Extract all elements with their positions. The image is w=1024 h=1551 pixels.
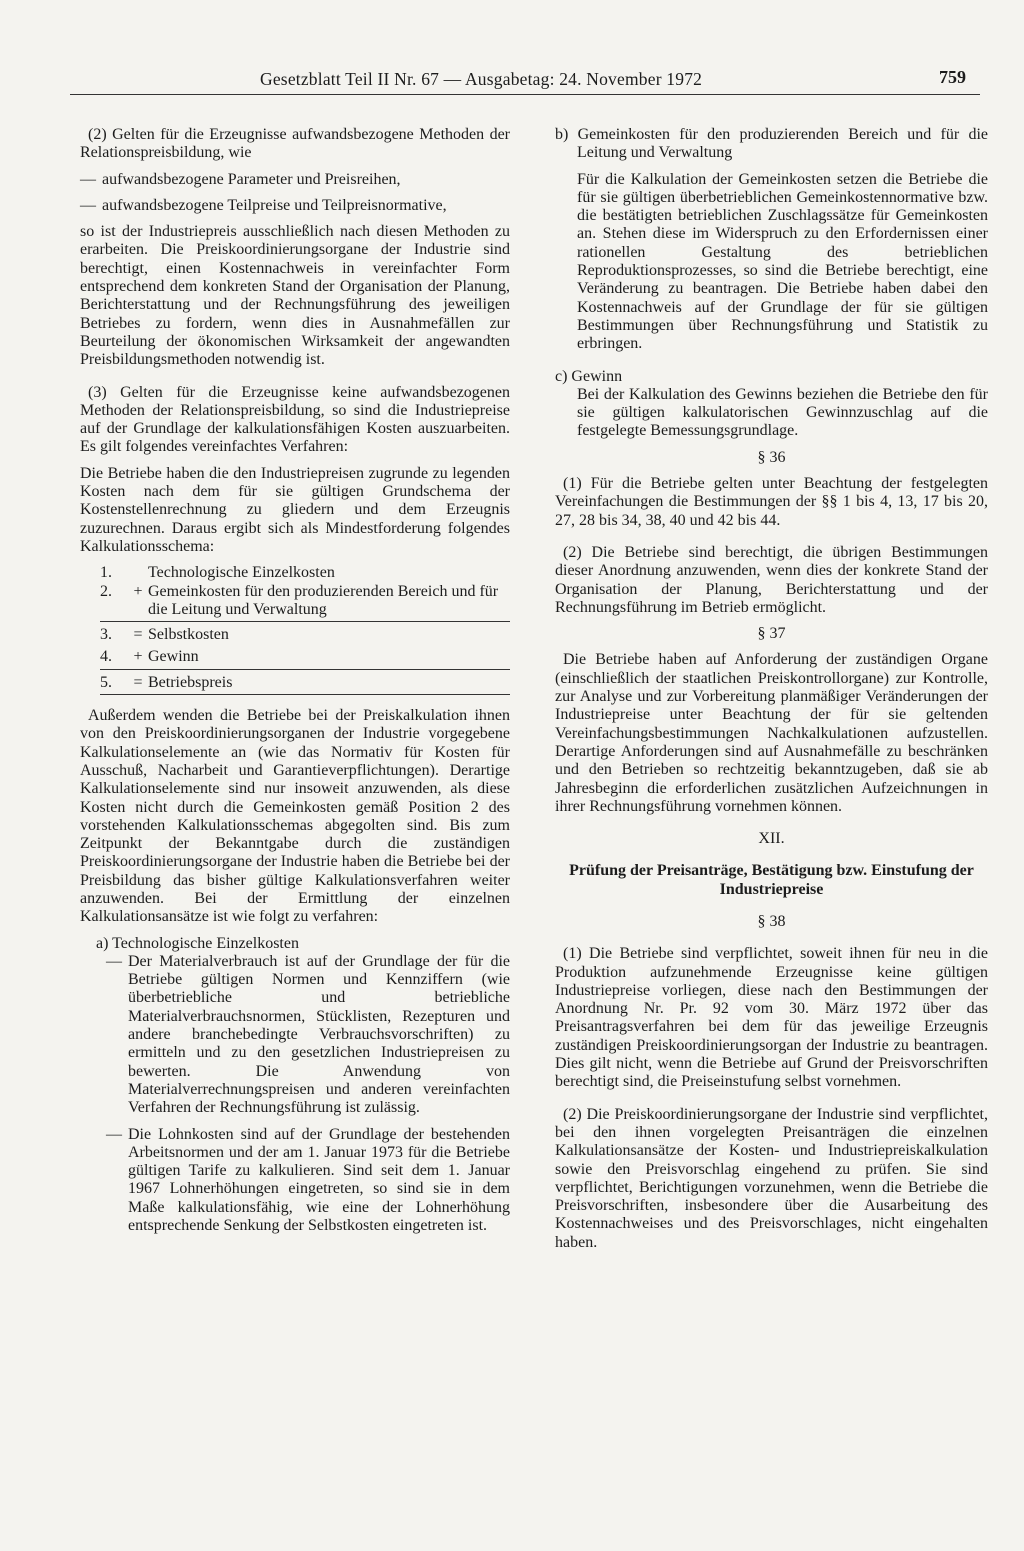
paragraph-2-intro: (2) Gelten für die Erzeugnisse aufwandsbezogene Methoden der Relationspreisbildung, wie [80,126,510,162]
header-title: Gesetzblatt Teil II Nr. 67 — Ausgabetag: 24. November 1972 [260,69,703,89]
list-item: — aufwandsbezogene Parameter und Preisreihen, [80,170,401,188]
chapter-numeral: XII. [758,830,785,848]
paragraph-3-schema-intro: Die Betriebe haben die den Industriepreisen zugrunde zu legenden Kosten nach dem für sie gültigen Grundschema der Kostenstellenrechnung zu gliedern und dem Erzeugnis zuzurechnen. Daraus ergibt sich als Mindestforderung folgendes Kalkulationsschema: [80,464,510,555]
section-heading-37: § 37 [757,625,786,643]
dash-marker: — [106,1125,122,1143]
list-item: — aufwandsbezogene Teilpreise und Teilpreisnormative, [80,196,447,214]
right-column [555,126,988,1252]
paragraph-3: (3) Gelten für die Erzeugnisse keine aufwandsbezogenen Methoden der Relationspreisbildung, so sind die Industriepreise auf der Grundlage der kalkulationsfähigen Kosten auszuarbeiten. Es gilt folgendes vereinfachtes Verfahren: [80,383,510,456]
section-heading-36: § 36 [757,448,786,466]
schema-row: 2. + Gemeinkosten für den produzierenden Bereich und für die Leitung und Verwaltung [100,582,499,618]
section-heading-38: § 38 [757,912,786,930]
list-item: — Der Materialverbrauch ist auf der Grundlage der für die Betriebe gültigen Normen und Kennziffern (wie überbetriebliche und betriebliche Materialverbrauchsnormen, Stücklisten, Rezepturen und andere branchebedingte Verbrauchsvorschriften) zu ermitteln und zu den gesetzlichen Industriepreisen zu bewerten. Die Anwendung von Materialverrechnungspreisen und anderen vereinfachten Verfahren der Rechnungsführung ist zulässig. [106,952,510,1117]
calculation-schema [100,564,510,695]
left-column [80,126,510,1235]
item-c-label: c) Gewinn [555,367,623,385]
section-38-paragraph-1: (1) Die Betriebe sind verpflichtet, soweit ihnen für neu in die Produktion aufzunehmende Erzeugnisse keine gültigen Industriepreise vorliegen, diese nach den Bestimmungen der Anordnung Nr. Pr. 92 vom 30. März 1972 über das Preisantragsverfahren bei dem für das jeweilige Erzeugnis zuständigen Preiskoordinierungsorgan der Industrie zu beantragen. Dies gilt nicht, wenn die Betriebe auf Grund der Preisvorschriften berechtigt sind, die Preiseinstufung selbst vornehmen. [555,945,988,1091]
chapter-title: Prüfung der Preisanträge, Bestätigung bzw. Einstufung der Industriepreise [569,862,974,898]
section-37-paragraph: Die Betriebe haben auf Anforderung der zuständigen Organe (einschließlich der staatlichen Preiskontrollorgane) zur Kontrolle, zur Analyse und zur Vorbereitung planmäßiger Veränderungen der Industriepreise unter Beachtung der für sie geltenden Vereinfachungsbestimmungen Nachkalkulationen aufzustellen. Derartige Anforderungen sind auf Ausnahmefälle zu beschränken und den Betrieben so rechtzeitig bekanntzugeben, daß sie ab Jahresbeginn die erforderlichen zusätzlichen Aufzeichnungen in ihrer Rechnungsführung vornehmen können. [555,651,988,815]
paragraph-4: Außerdem wenden die Betriebe bei der Preiskalkulation ihnen von den Preiskoordinierungsorganen der Industrie vorgegebene Kalkulationselemente an (wie das Normativ für Kosten für Ausschuß, Nacharbeit und Garantieverpflichtungen). Derartige Kalkulationselemente sind nur insoweit anzuwenden, als diese Kosten nicht durch die Gemeinkosten gemäß Position 2 des vorstehenden Kalkulationsschemas abgegolten sind. Bis zum Zeitpunkt der Bekanntgabe durch die zuständigen Preiskoordinierungsorgane der Industrie haben die Betriebe bei der Preisbildung das bisher gültige Kalkulationsverfahren weiter anzuwenden. Bei der Ermittlung der einzelnen Kalkulationsansätze ist wie folgt zu verfahren: [80,707,510,926]
schema-row: 4. + Gewinn [100,648,199,666]
page-number: 759 [939,67,966,87]
item-c-text: Bei der Kalkulation des Gewinns beziehen die Betriebe den für sie gültigen kalkulatorischen Gewinnzuschlag auf die festgelegte Bemessungsgrundlage. [577,385,988,440]
schema-row: 3. = Selbstkosten [100,626,229,644]
dash-marker: — [106,952,122,970]
schema-row: 1. Technologische Einzelkosten [100,564,335,582]
schema-rule [100,669,510,670]
schema-rule [100,694,510,695]
item-b-label: b) Gemeinkosten für den produzierenden Bereich und für die Leitung und Verwaltung [555,126,988,162]
list-item: — Die Lohnkosten sind auf der Grundlage der bestehenden Arbeitsnormen und der am 1. Januar 1973 für die Betriebe gültigen Tarife zu kalkulieren. Sind seit dem 1. Januar 1967 Lohnerhöhungen eingetreten, so sind sie in dem Maße kalkulationsfähig, wie eine der Lohnerhöhung entsprechende Senkung der Selbstkosten eingetreten ist. [106,1125,510,1235]
item-b-text: Für die Kalkulation der Gemeinkosten setzen die Betriebe die für sie gültigen überbetrieblichen Gemeinkostennormative bzw. die bestätigten betrieblichen Zuschlagssätze für Gemeinkosten an. Stehen diese im Widerspruch zu den Erfordernissen einer rationellen Gestaltung des betrieblichen Reproduktionsprozesses, so sind die Betriebe berechtigt, eine Veränderung zu beantragen. Die Betriebe haben dabei den Kostennachweis auf der Grundlage der für sie gültigen Bestimmungen über Rechnungsführung und Statistik zu erbringen. [577,170,988,353]
section-36-paragraph-2: (2) Die Betriebe sind berechtigt, die übrigen Bestimmungen dieser Anordnung anzuwenden, wenn dies der konkrete Stand der Organisation der Planung, Berichterstattung und der Rechnungsführung im Betrieb ermöglicht. [555,543,988,616]
item-a-label: a) Technologische Einzelkosten [96,934,299,952]
schema-rule [100,621,510,622]
section-38-paragraph-2: (2) Die Preiskoordinierungsorgane der Industrie sind verpflichtet, bei den ihnen vorgelegten Preisanträgen die einzelnen Kalkulationsansätze der Kosten- und Industriepreiskalkulation sowie den Preisvorschlag eingehend zu prüfen. Sie sind verpflichtet, Berichtigungen vorzunehmen, wenn die Betriebe die Preisvorschriften, insbesondere über die Ausarbeitung des Kostennachweises und des Preisvorschlages, nicht eingehalten haben. [555,1105,988,1251]
paragraph-2-continued: so ist der Industriepreis ausschließlich nach diesen Methoden zu erarbeiten. Die Preiskoordinierungsorgane der Industrie sind berechtigt, einen Kostennachweis in vereinfachter Form entsprechend dem konkreten Stand der Organisation der Planung, Berichterstattung und der Rechnungsführung des jeweiligen Betriebes zu fordern, wenn dies in Ausnahmefällen zur Beurteilung der ökonomischen Wirksamkeit der angewandten Preisbildungsmethoden notwendig ist. [80,223,510,369]
page-header [70,62,980,95]
dash-marker: — [80,196,96,214]
section-36-paragraph-1: (1) Für die Betriebe gelten unter Beachtung der festgelegten Vereinfachungen die Bestimmungen der §§ 1 bis 4, 13, 17 bis 20, 27, 28 bis 34, 38, 40 und 42 bis 44. [555,475,988,529]
schema-row: 5. = Betriebspreis [100,673,233,691]
dash-marker: — [80,170,96,188]
